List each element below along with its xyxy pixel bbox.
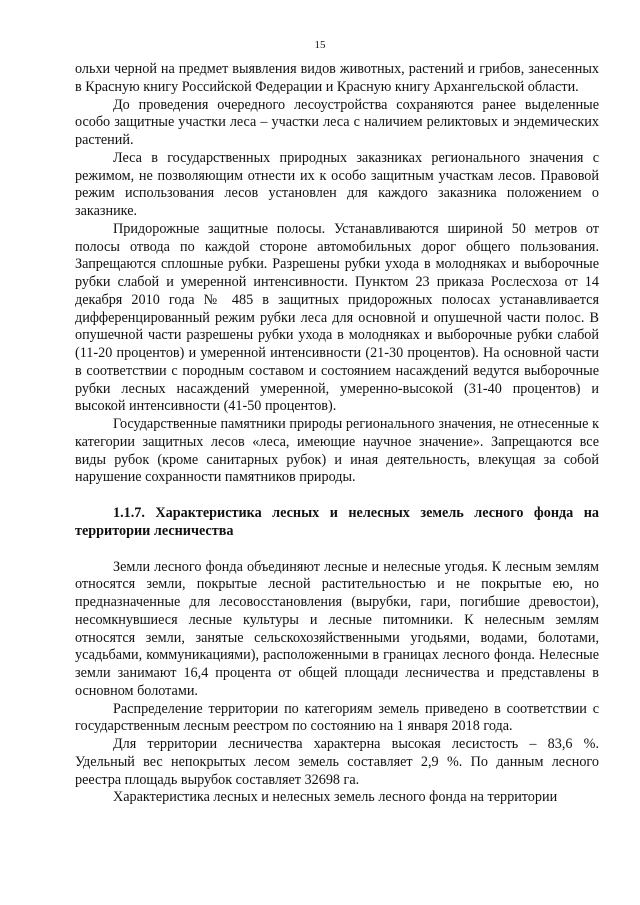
section-heading: 1.1.7. Характеристика лесных и нелесных земель лесного фонда на территории лесничества [75,505,599,539]
page-number: 15 [314,39,326,51]
paragraph-natural-monuments: Государственные памятники природы регионального значения, не отнесенные к категории защитных лесов «леса, имеющие научное значение». Запрещаются все виды рубок (кроме санитарных рубок) и иная деятельность, влекущая за собой нарушение сохранности памятников природы. [75,416,599,486]
paragraph-roadside-strips: Придорожные защитные полосы. Устанавливаются шириной 50 метров от полосы отвода по каждой стороне автомобильных дорог общего пользования. Запрещаются сплошные рубки. Разрешены рубки ухода в молодняках и выборочные рубки слабой и умеренной интенсивности. Пунктом 23 приказа Рослесхоза от 14 декабря 2010 года № 485 в защитных придорожных полосах устанавливается дифференцированный режим рубки леса для основной и опушечной части полос. В опушечной части разрешены рубки ухода в молодняках и выборочные рубки слабой (11-20 процентов) и умеренной интенсивности (21-30 процентов). На основной части в соответствии с породным составом и состоянием насаждений ведутся выборочные рубки лесных насаждений умеренной, умеренно-высокой (31-40 процентов) и высокой интенсивности (41-50 процентов). [75,220,599,415]
paragraph-land-distribution: Распределение территории по категориям земель приведено в соответствии с государственным лесным реестром по состоянию на 1 января 2018 года. [75,700,599,735]
paragraph-reserves: Леса в государственных природных заказниках регионального значения с режимом, не позволяющим отнести их к особо защитным участкам лесов. Правовой режим использования лесов установлен для каждого заказника положением о заказнике. [75,149,599,219]
paragraph-forest-lands: Земли лесного фонда объединяют лесные и нелесные угодья. К лесным землям относятся земли, покрытые лесной растительностью и не покрытые ею, но предназначенные для лесовосстановления (вырубки, гари, погибшие древостои), несомкнувшиеся лесные культуры и лесные питомники. К нелесным землям относятся земли, занятые сельскохозяйственными угодьями, водами, болотами, усадьбами, коммуникациями), расположенными в границах лесного фонда. Нелесные земли занимают 16,4 процента от общей площади лесничества и представлены в основном болотами. [75,558,599,699]
document-body [75,61,599,807]
paragraph-characteristics: Характеристика лесных и нелесных земель лесного фонда на территории [113,789,558,806]
paragraph-protected-areas: До проведения очередного лесоустройства сохраняются ранее выделенные особо защитные участки леса – участки леса с наличием реликтовых и эндемических растений. [75,96,599,148]
paragraph-forest-cover: Для территории лесничества характерна высокая лесистость – 83,6 %. Удельный вес непокрытых лесом земель составляет 2,9 %. По данным лесного реестра площадь вырубок составляет 32698 га. [75,736,599,788]
paragraph-continuation: ольхи черной на предмет выявления видов животных, растений и грибов, занесенных в Красную книгу Российской Федерации и Красную книгу Архангельской области. [75,61,599,95]
